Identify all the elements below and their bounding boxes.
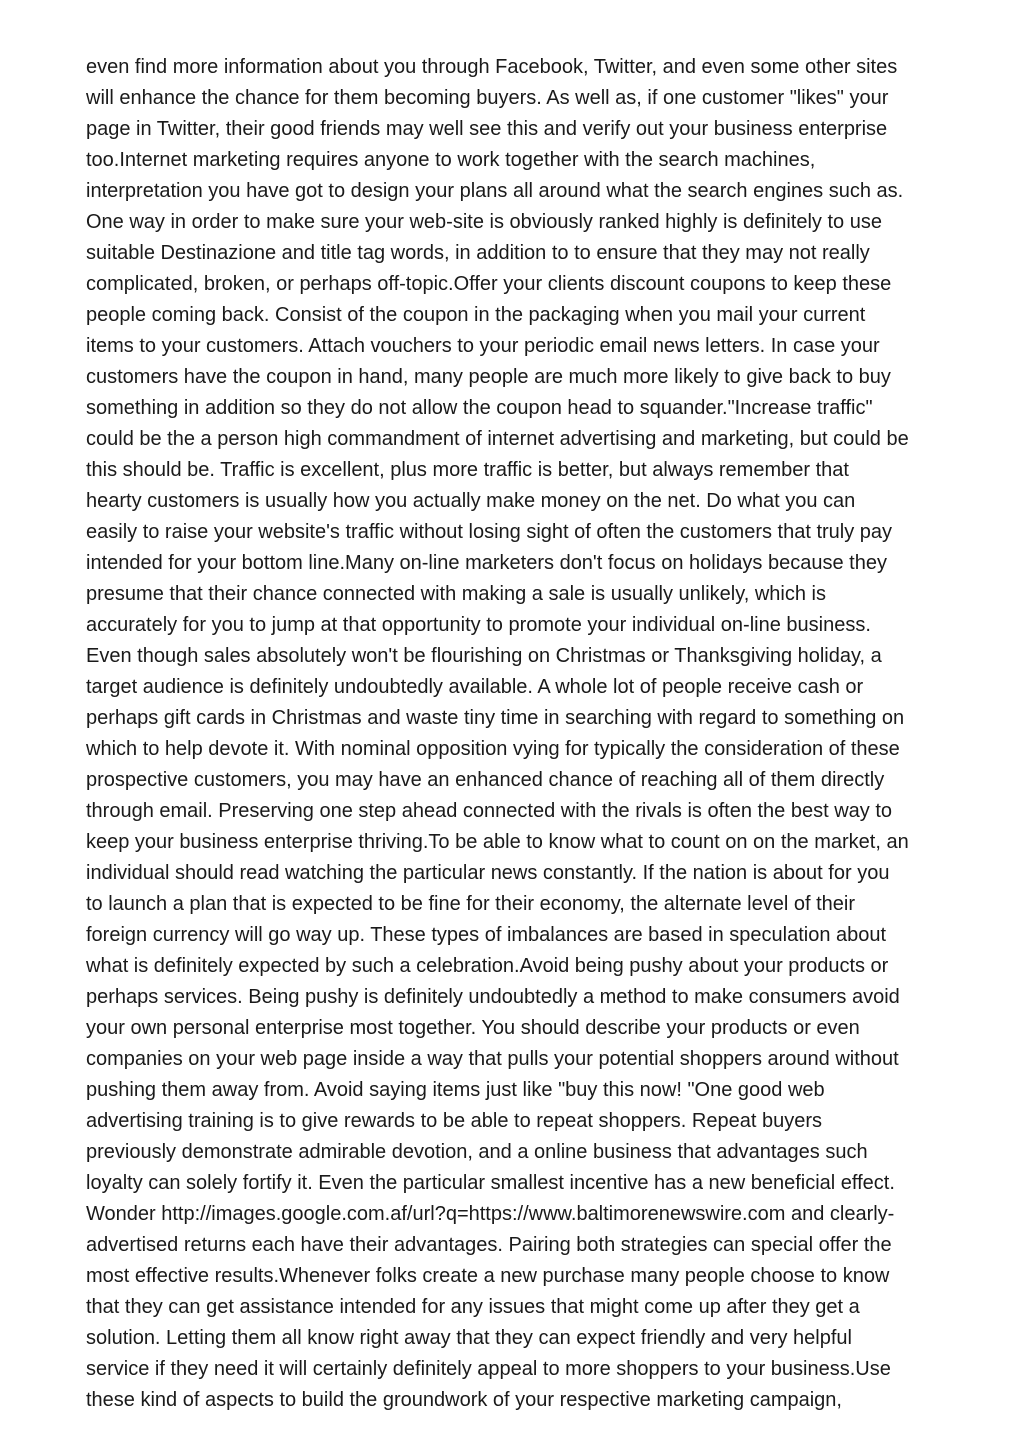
text-line: foreign currency will go way up. These types of imbalances are based in speculation about — [86, 924, 887, 946]
text-line: individual should read watching the particular news constantly. If the nation is about for you — [86, 862, 890, 884]
text-line: customers have the coupon in hand, many people are much more likely to give back to buy — [86, 366, 891, 388]
text-line: people coming back. Consist of the coupon in the packaging when you mail your current — [86, 304, 866, 326]
text-line: these kind of aspects to build the groundwork of your respective marketing campaign, — [86, 1389, 842, 1411]
text-line: most effective results.Whenever folks create a new purchase many people choose to know — [86, 1265, 890, 1287]
text-line: target audience is definitely undoubtedly available. A whole lot of people receive cash or — [86, 676, 864, 698]
text-line: loyalty can solely fortify it. Even the particular smallest incentive has a new beneficial effect. — [86, 1172, 895, 1194]
text-line: Even though sales absolutely won't be flourishing on Christmas or Thanksgiving holiday, a — [86, 645, 882, 667]
text-line: items to your customers. Attach vouchers to your periodic email news letters. In case your — [86, 335, 880, 357]
text-line: presume that their chance connected with making a sale is usually unlikely, which is — [86, 583, 826, 605]
text-line: this should be. Traffic is excellent, plus more traffic is better, but always remember that — [86, 459, 849, 481]
text-line: solution. Letting them all know right away that they can expect friendly and very helpful — [86, 1327, 852, 1349]
text-line: to launch a plan that is expected to be fine for their economy, the alternate level of their — [86, 893, 855, 915]
text-line: previously demonstrate admirable devotion, and a online business that advantages such — [86, 1141, 868, 1163]
text-line: advertising training is to give rewards to be able to repeat shoppers. Repeat buyers — [86, 1110, 822, 1132]
body-text — [86, 52, 986, 1416]
text-line: perhaps gift cards in Christmas and waste tiny time in searching with regard to something on — [86, 707, 905, 729]
text-line: perhaps services. Being pushy is definitely undoubtedly a method to make consumers avoid — [86, 986, 900, 1008]
text-line: easily to raise your website's traffic without losing sight of often the customers that truly pay — [86, 521, 893, 543]
text-line: hearty customers is usually how you actually make money on the net. Do what you can — [86, 490, 856, 512]
text-line: will enhance the chance for them becoming buyers. As well as, if one customer "likes" your — [86, 87, 889, 109]
text-line: through email. Preserving one step ahead connected with the rivals is often the best way to — [86, 800, 893, 822]
text-line: pushing them away from. Avoid saying items just like "buy this now! "One good web — [86, 1079, 825, 1101]
text-line: interpretation you have got to design your plans all around what the search engines such as. — [86, 180, 904, 202]
text-line: prospective customers, you may have an enhanced chance of reaching all of them directly — [86, 769, 885, 791]
text-line: Wonder http://images.google.com.af/url?q=https://www.baltimorenewswire.com and clearly- — [86, 1203, 895, 1225]
text-line: accurately for you to jump at that opportunity to promote your individual on-line business. — [86, 614, 871, 636]
text-line: advertised returns each have their advantages. Pairing both strategies can special offer the — [86, 1234, 892, 1256]
text-line: intended for your bottom line.Many on-line marketers don't focus on holidays because they — [86, 552, 887, 574]
text-line: page in Twitter, their good friends may well see this and verify out your business enterprise — [86, 118, 888, 140]
text-line: your own personal enterprise most together. You should describe your products or even — [86, 1017, 860, 1039]
text-line: something in addition so they do not allow the coupon head to squander."Increase traffic" — [86, 397, 873, 419]
text-line: complicated, broken, or perhaps off-topic.Offer your clients discount coupons to keep these — [86, 273, 892, 295]
text-line: service if they need it will certainly definitely appeal to more shoppers to your business.Use — [86, 1358, 891, 1380]
text-line: could be the a person high commandment of internet advertising and marketing, but could be — [86, 428, 909, 450]
text-line: even find more information about you through Facebook, Twitter, and even some other sites — [86, 56, 898, 78]
text-line: keep your business enterprise thriving.To be able to know what to count on on the market, an — [86, 831, 909, 853]
text-line: which to help devote it. With nominal opposition vying for typically the consideration of these — [86, 738, 900, 760]
text-line: suitable Destinazione and title tag words, in addition to to ensure that they may not really — [86, 242, 870, 264]
text-line: One way in order to make sure your web-site is obviously ranked highly is definitely to use — [86, 211, 882, 233]
text-line: what is definitely expected by such a celebration.Avoid being pushy about your products or — [86, 955, 889, 977]
text-line: too.Internet marketing requires anyone to work together with the search machines, — [86, 149, 816, 171]
text-line: companies on your web page inside a way that pulls your potential shoppers around without — [86, 1048, 899, 1070]
text-line: that they can get assistance intended for any issues that might come up after they get a — [86, 1296, 860, 1318]
